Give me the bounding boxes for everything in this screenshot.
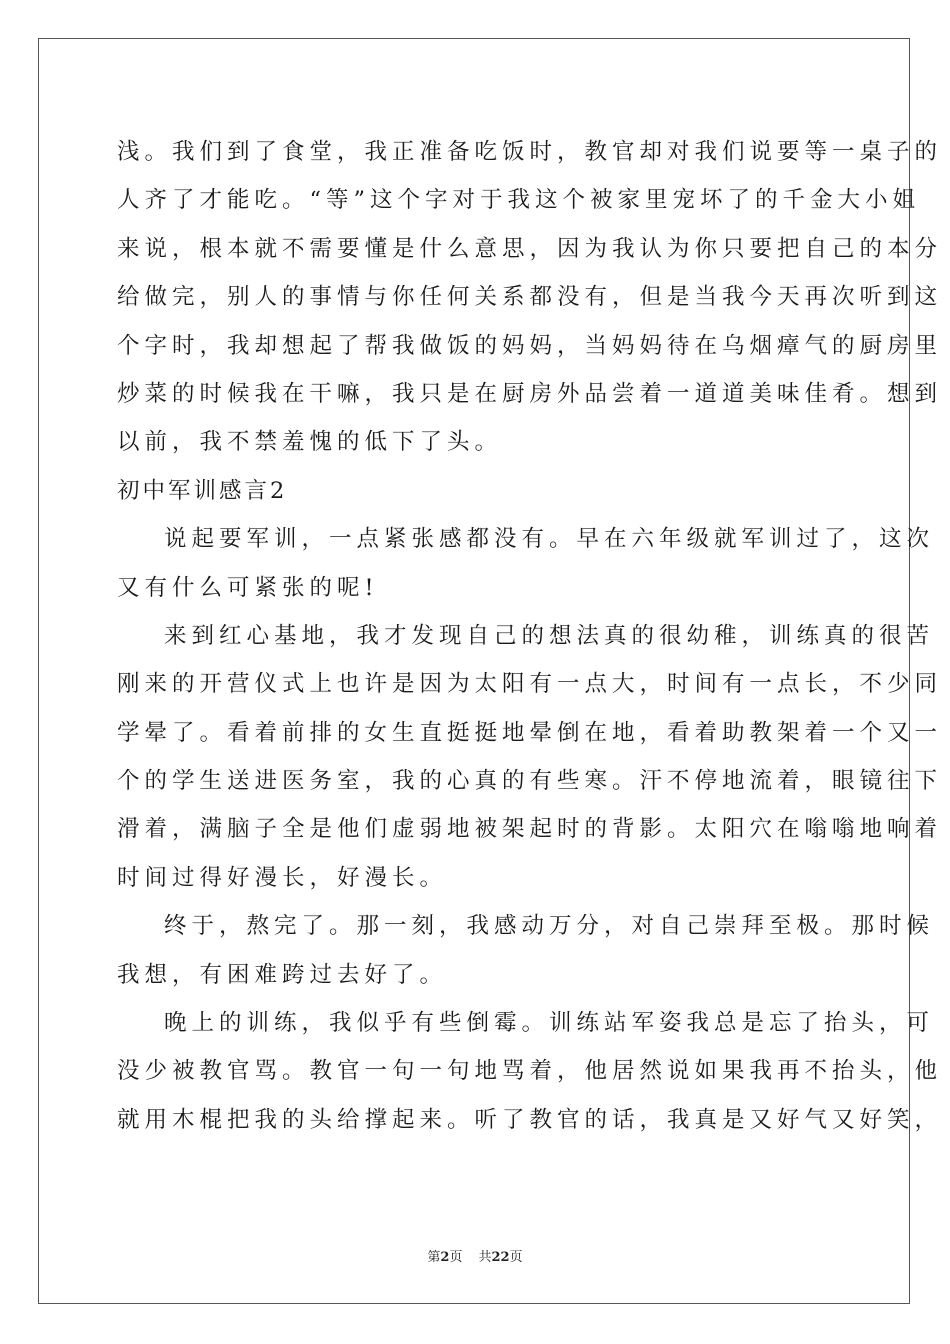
total-prefix: 共 [478, 1250, 492, 1265]
text-line: 炒菜的时候我在干嘛，我只是在厨房外品尝着一道道美味佳肴。想到 [117, 380, 943, 407]
text-line: 以前，我不禁羞愧的低下了头。 [117, 429, 503, 456]
paragraph-start-line: 来到红心基地，我才发现自己的想法真的很幼稚，训练真的很苦 [164, 622, 935, 649]
current-page-number: 2 [440, 1250, 450, 1265]
page-unit: 页 [449, 1250, 463, 1265]
text-line: 个字时，我却想起了帮我做饭的妈妈，当妈妈待在乌烟瘴气的厨房里 [117, 332, 943, 359]
total-page-count: 22 [491, 1250, 510, 1265]
text-line: 个的学生送进医务室，我的心真的有些寒。汗不停地流着，眼镜往下 [117, 768, 943, 795]
text-line: 人齐了才能吃。“等”这个字对于我这个被家里宠坏了的千金大小姐 [117, 187, 921, 214]
text-line: 没少被教官骂。教官一句一句地骂着，他居然说如果我再不抬头，他 [117, 1058, 943, 1085]
text-line: 学晕了。看着前排的女生直挺挺地晕倒在地，看着助教架着一个又一 [117, 719, 943, 746]
text-line: 滑着，满脑子全是他们虚弱地被架起时的背影。太阳穴在嗡嗡地响着 [117, 816, 943, 843]
text-line: 给做完，别人的事情与你任何关系都没有，但是当我今天再次听到这 [117, 284, 943, 311]
text-line: 来说，根本就不需要懂是什么意思，因为我认为你只要把自己的本分 [117, 235, 943, 262]
text-line: 刚来的开营仪式上也许是因为太阳有一点大，时间有一点长，不少同 [117, 671, 943, 698]
paragraph-start-line: 说起要军训，一点紧张感都没有。早在六年级就军训过了，这次 [164, 526, 935, 553]
text-line: 就用木棍把我的头给撑起来。听了教官的话，我真是又好气又好笑， [117, 1106, 943, 1133]
text-line: 又有什么可紧张的呢! [117, 574, 379, 601]
text-line: 浅。我们到了食堂，我正准备吃饭时，教官却对我们说要等一桌子的 [117, 139, 943, 165]
total-unit: 页 [509, 1250, 523, 1265]
text-line: 我想，有困难跨过去好了。 [117, 961, 448, 988]
document-body [117, 128, 943, 1144]
page-prefix: 第 [427, 1250, 441, 1265]
section-heading: 初中军训感言2 [117, 477, 288, 504]
text-line: 时间过得好漫长，好漫长。 [117, 864, 448, 891]
paragraph-start-line: 晚上的训练，我似乎有些倒霉。训练站军姿我总是忘了抬头，可 [164, 1010, 935, 1037]
page-footer [0, 1246, 950, 1265]
paragraph-start-line: 终于，熬完了。那一刻，我感动万分，对自己崇拜至极。那时候 [164, 913, 935, 940]
